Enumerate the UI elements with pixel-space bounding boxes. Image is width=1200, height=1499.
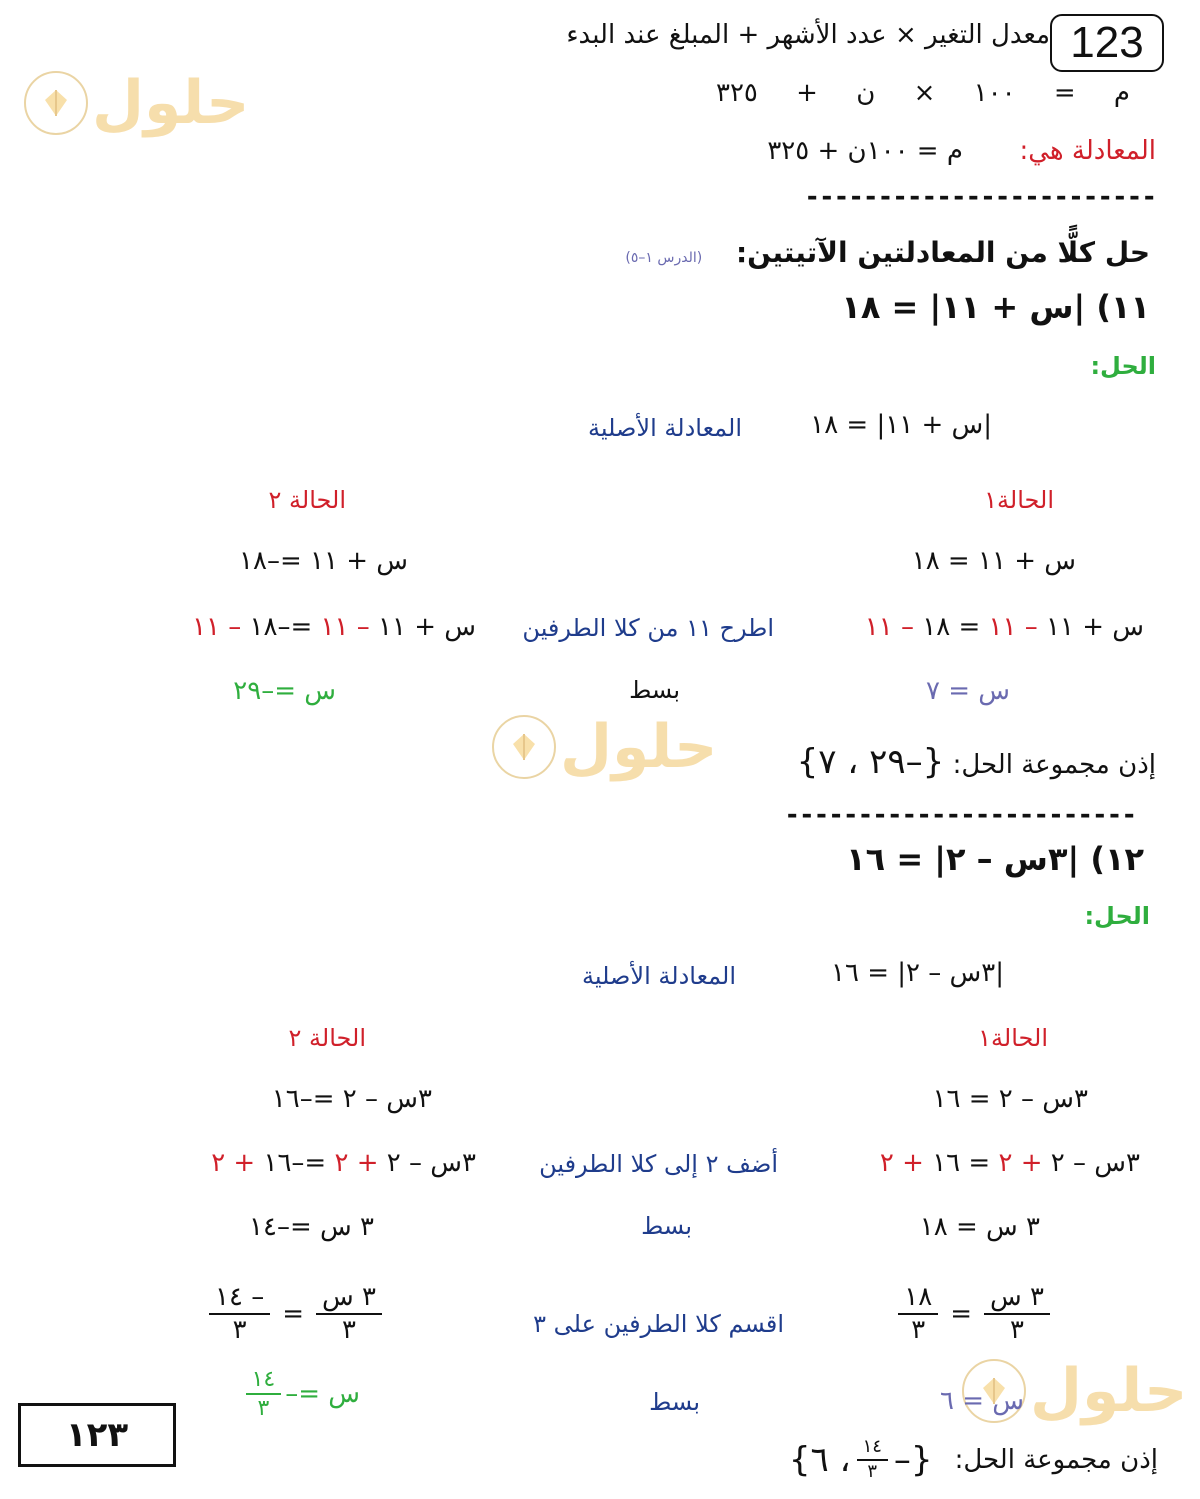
case2-result: س =–٢٩ xyxy=(233,676,336,706)
solution-label: الحل: xyxy=(1084,902,1150,930)
case1-line1: ٣س – ٢ = ١٦ xyxy=(932,1084,1088,1114)
case1-result: س = ٦ xyxy=(939,1386,1024,1416)
case2-line2: س + ١١ – ١١ =–١٨ – ١١ xyxy=(192,612,476,642)
step-simplify-label: بسط xyxy=(641,1212,692,1240)
problem-11-title: ١١) |س + ١١| = ١٨ xyxy=(841,288,1150,326)
equation-line xyxy=(767,136,1156,166)
case2-division: $\frac{\text{٣ س}}{٣}$ = $\frac{- ١٤}{٣}$ xyxy=(209,1284,382,1345)
solution-label: الحل: xyxy=(1090,352,1156,380)
fraction: $\frac{١٤}{٣}$ xyxy=(857,1438,888,1482)
formula-symbols: م = ١٠٠ × ن + ٣٢٥ xyxy=(716,78,1130,108)
original-equation: |٣س – ٢| = ١٦ xyxy=(831,958,1004,988)
case1-division: $\frac{\text{٣ س}}{٣}$ = $\frac{١٨}{٣}$ xyxy=(898,1284,1050,1345)
case1-line2: ٣س – ٢ + ٢ = ١٦ + ٢ xyxy=(879,1148,1140,1178)
separator: ------------------------ xyxy=(784,800,1136,830)
step-add-label: أضف ٢ إلى كلا الطرفين xyxy=(539,1150,778,1178)
solution-set-label: إذن مجموعة الحل: xyxy=(952,750,1156,780)
book-icon xyxy=(492,715,556,779)
section-prompt: حل كلًّا من المعادلتين الآتيتين: (الدرس ١–٥) xyxy=(625,236,1150,269)
solution-set-line xyxy=(797,742,1156,782)
watermark-text: حلول xyxy=(92,68,250,138)
case1-line3: ٣ س = ١٨ xyxy=(919,1212,1040,1242)
original-equation: |س + ١١| = ١٨ xyxy=(810,410,992,440)
case2-line1: س + ١١ =–١٨ xyxy=(239,546,408,576)
lesson-ref: (الدرس ١–٥) xyxy=(625,250,703,266)
step-subtract-label: اطرح ١١ من كلا الطرفين xyxy=(522,614,774,642)
case2-line3: ٣ س =–١٤ xyxy=(249,1212,374,1242)
watermark-logo xyxy=(24,68,249,138)
original-label: المعادلة الأصلية xyxy=(587,414,742,442)
equation-label: المعادلة هي: xyxy=(1019,136,1156,166)
fraction: $\frac{- ١٤}{٣}$ xyxy=(209,1284,270,1345)
step-simplify-label: بسط xyxy=(649,1388,700,1416)
case1-title: الحالة١ xyxy=(984,486,1054,514)
book-icon xyxy=(24,71,88,135)
case1-line2: س + ١١ – ١١ = ١٨ – ١١ xyxy=(864,612,1144,642)
watermark-text: حلول xyxy=(560,712,718,782)
page-number-box: 123 xyxy=(1050,14,1164,72)
problem-12-title: ١٢) |٣س – ٢| = ١٦ xyxy=(846,840,1144,878)
solution-set: {–٢٩ ، ٧} xyxy=(796,742,945,782)
fraction: $\frac{١٤}{٣}$ xyxy=(246,1368,282,1420)
fraction: $\frac{\text{٣ س}}{٣}$ xyxy=(984,1284,1050,1345)
case2-line1: ٣س – ٢ =–١٦ xyxy=(271,1084,432,1114)
solution-set-label: إذن مجموعة الحل: xyxy=(954,1444,1158,1475)
separator: ------------------------ xyxy=(804,182,1156,212)
formula-words: معدل التغير × عدد الأشهر + المبلغ عند البدء xyxy=(566,20,1050,50)
step-divide-label: اقسم كلا الطرفين على ٣ xyxy=(533,1310,784,1338)
watermark-text: حلول xyxy=(1030,1356,1188,1426)
case1-result: س = ٧ xyxy=(925,676,1010,706)
solution-set-line: إذن مجموعة الحل: {– $\frac{١٤}{٣}$ ، ٦} xyxy=(788,1436,1158,1482)
fraction: $\frac{١٨}{٣}$ xyxy=(898,1284,938,1345)
original-label: المعادلة الأصلية xyxy=(581,962,736,990)
equation: م = ١٠٠ن + ٣٢٥ xyxy=(767,136,963,166)
step-simplify-label: بسط xyxy=(629,676,680,704)
case2-line2: ٣س – ٢ + ٢ =–١٦ + ٢ xyxy=(211,1148,476,1178)
case2-title: الحالة ٢ xyxy=(268,486,346,514)
watermark-logo xyxy=(492,712,717,782)
case1-line1: س + ١١ = ١٨ xyxy=(911,546,1076,576)
fraction: $\frac{\text{٣ س}}{٣}$ xyxy=(316,1284,382,1345)
case2-result: س =– $\frac{١٤}{٣}$ xyxy=(246,1368,360,1420)
case2-title: الحالة ٢ xyxy=(288,1024,366,1052)
page-number-box: ١٢٣ xyxy=(18,1403,176,1467)
case1-title: الحالة١ xyxy=(978,1024,1048,1052)
